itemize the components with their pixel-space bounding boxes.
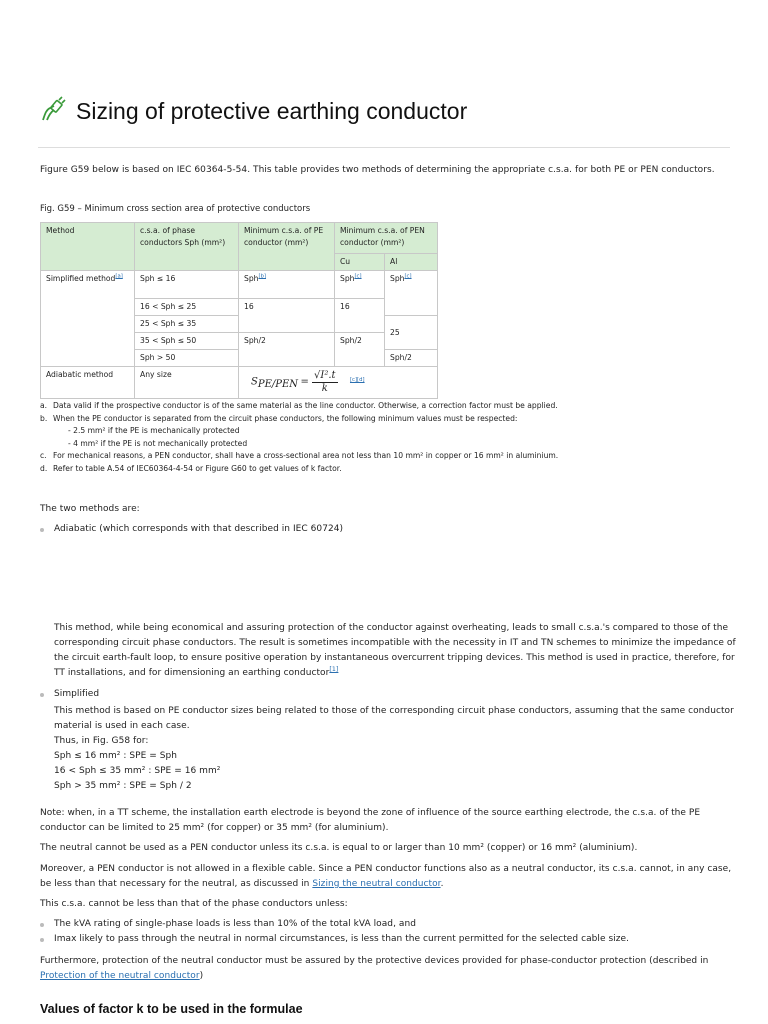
footnote-link-c[interactable]: [c] <box>404 273 412 280</box>
intro-text: Figure G59 below is based on IEC 60364-5-54. This table provides two methods of determining the appropriate c.s.a. for both PE or PEN conductors. <box>40 165 715 175</box>
note-item: a. Data valid if the prospective conductor is of the same material as the line conductor. Otherwise, a correction factor must be applied. <box>40 401 558 410</box>
table-cell: Sph[c] <box>385 271 438 316</box>
footnote-link-a[interactable]: [a] <box>115 273 123 280</box>
table-cell: Sph[c] <box>335 271 385 299</box>
footnote-link-b[interactable]: [b] <box>258 273 266 280</box>
figure-caption: Fig. G59 – Minimum cross section area of protective conductors <box>40 204 311 214</box>
furthermore-text: Furthermore, protection of the neutral conductor must be assured by the protective devices provided for phase-conductor protection (described in Protection of the neutral conductor) <box>40 956 709 981</box>
table-cell: 16 <box>335 299 385 333</box>
table-notes <box>40 400 558 476</box>
adiabatic-bullet: Adiabatic (which corresponds with that described in IEC 60724) <box>54 524 344 534</box>
section-heading: Values of factor k to be used in the formulae <box>40 1002 303 1016</box>
table-cell: 25 < Sph ≤ 35 <box>135 316 239 333</box>
col-min-pe: Minimum c.s.a. of PE conductor (mm²) <box>239 223 335 271</box>
col-min-pen: Minimum c.s.a. of PEN conductor (mm²) <box>335 223 438 254</box>
note-item: b. When the PE conductor is separated from the circuit phase conductors, the following minimum values must be respected: <box>40 413 518 423</box>
bullet-dot <box>40 923 44 927</box>
table-cell: Sph/2 <box>385 350 438 367</box>
neutral-pen-text: The neutral cannot be used as a PEN conductor unless its c.s.a. is equal to or larger than 10 mm² (copper) or 16 mm² (aluminium). <box>40 843 638 853</box>
list-item: Imax likely to pass through the neutral in normal circumstances, is less than the current permitted for the selected cable size. <box>54 934 630 944</box>
g59-table <box>40 222 438 399</box>
adiabatic-formula: $S_{PE/PEN}$ = $\frac{\text{√I².t}}{k}$ [c][d] <box>239 367 438 399</box>
note-item: - 4 mm² if the PE is not mechanically protected <box>68 438 248 448</box>
adiabatic-paragraph: This method, while being economical and assuring protection of the conductor against overheating, leads to small c.s.a.'s compared to those of the corresponding circuit phase conductors. The result is sometimes incompatible with the necessity in IT and TN schemes to minimize the impedance of the circuit earth-fault loop, to ensure positive operation by instantaneous overcurrent tripping devices. This method is used in practice, therefore, for TT installations, and for dimensioning an earthing conductor[1] <box>54 623 736 678</box>
note-tt: Note: when, in a TT scheme, the installation earth electrode is beyond the zone of influence of the source earthing electrode, the c.s.a. of the PE conductor can be limited to 25 mm² (for copper) or 35 mm² (for aluminium). <box>40 808 701 833</box>
list-item: The kVA rating of single-phase loads is less than 10% of the total kVA load, and <box>54 919 416 929</box>
conductor-icon <box>40 96 76 126</box>
table-cell: Sph > 50 <box>135 350 239 367</box>
table-cell: Sph/2 <box>335 333 385 367</box>
footnote-link-c[interactable]: [c] <box>354 273 362 280</box>
col-method: Method <box>41 223 135 271</box>
page-title: Sizing of protective earthing conductor <box>76 97 468 124</box>
footnote-link-1[interactable]: [1] <box>329 666 339 673</box>
col-cu: Cu <box>335 254 385 271</box>
bullet-dot <box>40 528 44 532</box>
title-divider <box>38 147 730 148</box>
rule-2: 16 < Sph ≤ 35 mm² : SPE = 16 mm² <box>54 766 221 776</box>
col-al: Al <box>385 254 438 271</box>
table-cell: 25 <box>385 316 438 350</box>
note-item: c. For mechanical reasons, a PEN conductor, shall have a cross-sectional area not less than 10 mm² in copper or 16 mm² in aluminium. <box>40 451 559 461</box>
note-item: d. Refer to table A.54 of IEC60364-4-54 or Figure G60 to get values of k factor. <box>40 463 342 473</box>
table-cell: Sph/2 <box>239 333 335 367</box>
note-item: - 2.5 mm² if the PE is mechanically protected <box>68 426 240 436</box>
pen-flexible-text: Moreover, a PEN conductor is not allowed in a flexible cable. Since a PEN conductor functions also as a neutral conductor, its c.s.a. cannot, in any case, be less than that necessary for the neutral, as discussed in Sizing the neutral conductor. <box>40 864 732 889</box>
rule-1: Sph ≤ 16 mm² : SPE = Sph <box>54 751 178 761</box>
bullet-dot <box>40 938 44 942</box>
table-cell: 16 < Sph ≤ 25 <box>135 299 239 316</box>
footnote-link-cd[interactable]: [c][d] <box>349 376 365 383</box>
simplified-bullet: Simplified <box>54 689 100 699</box>
bullet-dot <box>40 693 44 697</box>
table-cell: 16 <box>239 299 335 333</box>
sizing-neutral-link[interactable]: Sizing the neutral conductor <box>312 879 441 889</box>
table-cell: Sph[b] <box>239 271 335 299</box>
table-cell: 35 < Sph ≤ 50 <box>135 333 239 350</box>
page-header <box>40 96 467 126</box>
simplified-cell: Simplified method[a] <box>41 271 135 367</box>
table-cell: Any size <box>135 367 239 399</box>
adiabatic-cell: Adiabatic method <box>41 367 135 399</box>
phase-unless-text: This c.s.a. cannot be less than that of the phase conductors unless: <box>40 899 348 909</box>
rule-3: Sph > 35 mm² : SPE = Sph / 2 <box>54 781 192 791</box>
protection-neutral-link[interactable]: Protection of the neutral conductor <box>40 971 200 981</box>
col-csa-phase: c.s.a. of phase conductors Sph (mm²) <box>135 223 239 271</box>
table-cell: Sph ≤ 16 <box>135 271 239 299</box>
simplified-paragraph: This method is based on PE conductor sizes being related to those of the corresponding circuit phase conductors, assuming that the same conductor material is used in each case. Thus, in Fig. G58 for: Sph ≤ 16 mm² : SPE = Sph 16 < Sph ≤ 35 mm² : SPE = 16 mm² Sph > 35 mm² : SPE = Sph / 2 <box>54 704 734 794</box>
methods-intro: The two methods are: <box>40 504 140 514</box>
